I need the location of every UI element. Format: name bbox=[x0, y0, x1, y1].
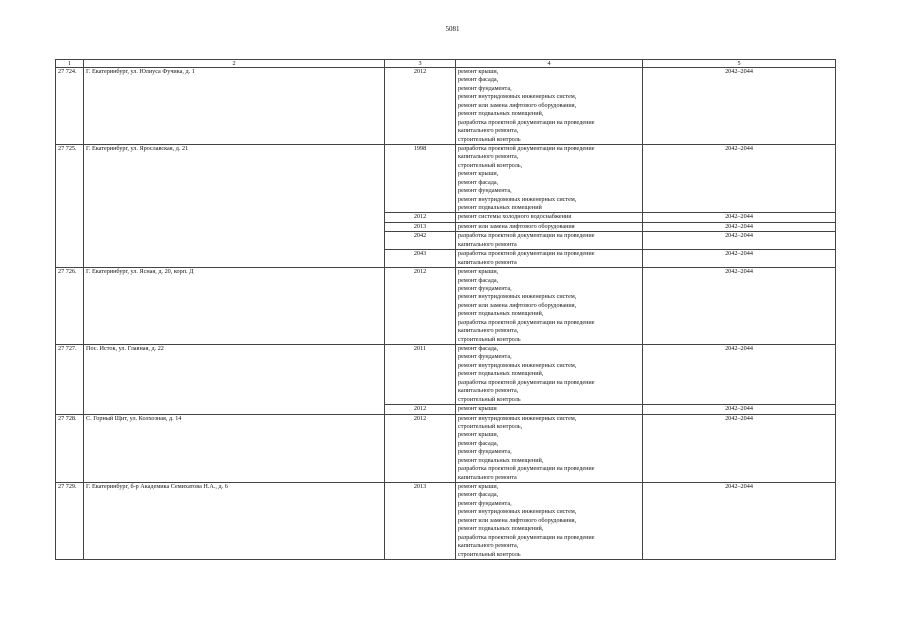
header-row bbox=[56, 60, 836, 68]
repair-schedule-table bbox=[55, 59, 836, 560]
table-row bbox=[56, 414, 836, 483]
period-cell: 2042–2044 bbox=[643, 68, 836, 145]
work-item: капитального ремонта, bbox=[458, 153, 519, 161]
year-cell: 2012 bbox=[385, 268, 456, 345]
works-cell bbox=[456, 222, 643, 231]
work-item: ремонт фундамента, bbox=[458, 187, 512, 195]
address-cell: Г. Екатеринбург, ул. Ясная, д. 20, корп. Д bbox=[84, 268, 385, 345]
work-item: ремонт внутридомовых инженерных систем, bbox=[458, 293, 577, 301]
record-number: 27 727. bbox=[56, 345, 84, 415]
period-cell: 2042–2044 bbox=[643, 222, 836, 231]
record-number: 27 724. bbox=[56, 68, 84, 145]
works-cell bbox=[456, 213, 643, 222]
year-cell: 2013 bbox=[385, 222, 456, 231]
table-row bbox=[56, 144, 836, 213]
work-item: ремонт фундамента, bbox=[458, 448, 512, 456]
works-cell bbox=[456, 68, 643, 145]
work-item: ремонт подвальных помещений, bbox=[458, 310, 544, 318]
work-item: строительный контроль, bbox=[458, 422, 523, 430]
work-item: ремонт фундамента, bbox=[458, 284, 512, 292]
work-item: разработка проектной документации на проведение bbox=[458, 250, 595, 258]
work-item: капитального ремонта bbox=[458, 258, 517, 266]
work-item: капитального ремонта bbox=[458, 473, 517, 481]
address-cell: Г. Екатеринбург, б-р Академика Семихатова Н.А., д. 6 bbox=[84, 483, 385, 560]
period-cell: 2042–2044 bbox=[643, 213, 836, 222]
work-item: капитального ремонта, bbox=[458, 127, 519, 135]
work-item: разработка проектной документации на проведение bbox=[458, 318, 595, 326]
work-item: ремонт фундамента, bbox=[458, 499, 512, 507]
work-item: строительный контроль, bbox=[458, 161, 523, 169]
record-number: 27 728. bbox=[56, 414, 84, 483]
year-cell: 2012 bbox=[385, 414, 456, 483]
work-item: капитального ремонта bbox=[458, 240, 517, 248]
record-number: 27 726. bbox=[56, 268, 84, 345]
work-item: ремонт или замена лифтового оборудования, bbox=[458, 301, 577, 309]
work-item: разработка проектной документации на проведение bbox=[458, 378, 595, 386]
work-item: ремонт подвальных помещений, bbox=[458, 110, 544, 118]
period-cell: 2042–2044 bbox=[643, 345, 836, 405]
work-item: ремонт системы холодного водоснабжения bbox=[458, 213, 572, 221]
works-cell bbox=[456, 250, 643, 268]
year-cell: 1998 bbox=[385, 144, 456, 213]
table-row bbox=[56, 68, 836, 145]
work-item: разработка проектной документации на проведение bbox=[458, 118, 595, 126]
period-cell: 2042–2044 bbox=[643, 405, 836, 414]
work-item: ремонт подвальных помещений, bbox=[458, 456, 544, 464]
header-cell: 1 bbox=[56, 60, 84, 68]
period-cell: 2042–2044 bbox=[643, 483, 836, 560]
period-cell: 2042–2044 bbox=[643, 250, 836, 268]
work-item: ремонт крыши, bbox=[458, 68, 499, 75]
works-cell bbox=[456, 345, 643, 405]
work-item: разработка проектной документации на проведение bbox=[458, 465, 595, 473]
period-cell: 2042–2044 bbox=[643, 268, 836, 345]
work-item: ремонт фасада, bbox=[458, 439, 499, 447]
works-cell bbox=[456, 268, 643, 345]
work-item: ремонт или замена лифтового оборудования, bbox=[458, 516, 577, 524]
header-cell: 4 bbox=[456, 60, 643, 68]
work-item: ремонт внутридомовых инженерных систем, bbox=[458, 195, 577, 203]
work-item: ремонт внутридомовых инженерных систем, bbox=[458, 414, 577, 422]
work-item: разработка проектной документации на проведение bbox=[458, 144, 595, 152]
work-item: капитального ремонта, bbox=[458, 327, 519, 335]
table-row bbox=[56, 268, 836, 345]
record-number: 27 729. bbox=[56, 483, 84, 560]
work-item: ремонт фундамента, bbox=[458, 353, 512, 361]
year-cell: 2012 bbox=[385, 405, 456, 414]
works-cell bbox=[456, 144, 643, 213]
work-item: строительный контроль bbox=[458, 135, 521, 143]
period-cell: 2042–2044 bbox=[643, 414, 836, 483]
work-item: ремонт фундамента, bbox=[458, 84, 512, 92]
work-item: ремонт фасада, bbox=[458, 178, 499, 186]
work-item: ремонт крыши, bbox=[458, 170, 499, 178]
work-item: ремонт фасада, bbox=[458, 345, 499, 353]
work-item: ремонт крыши, bbox=[458, 483, 499, 491]
works-cell bbox=[456, 405, 643, 414]
year-cell: 2013 bbox=[385, 483, 456, 560]
work-item: строительный контроль bbox=[458, 550, 521, 558]
year-cell: 2043 bbox=[385, 250, 456, 268]
work-item: строительный контроль bbox=[458, 395, 521, 403]
works-cell bbox=[456, 232, 643, 250]
address-cell: С. Горный Щит, ул. Колхозная, д. 14 bbox=[84, 414, 385, 483]
year-cell: 2012 bbox=[385, 213, 456, 222]
work-item: ремонт подвальных помещений bbox=[458, 204, 542, 211]
address-cell: Г. Екатеринбург, ул. Юлиуса Фучика, д. 1 bbox=[84, 68, 385, 145]
work-item: ремонт фасада, bbox=[458, 276, 499, 284]
work-item: ремонт крыши, bbox=[458, 268, 499, 276]
work-item: ремонт внутридомовых инженерных систем, bbox=[458, 93, 577, 101]
table-body bbox=[56, 68, 836, 560]
header-cell: 5 bbox=[643, 60, 836, 68]
work-item: ремонт подвальных помещений, bbox=[458, 370, 544, 378]
work-item: капитального ремонта, bbox=[458, 387, 519, 395]
year-cell: 2042 bbox=[385, 232, 456, 250]
page-number: 5081 bbox=[445, 25, 460, 33]
work-item: ремонт крыши, bbox=[458, 431, 499, 439]
address-cell: Г. Екатеринбург, ул. Ярославская, д. 21 bbox=[84, 144, 385, 267]
work-item: капитального ремонта, bbox=[458, 542, 519, 550]
works-cell bbox=[456, 483, 643, 560]
period-cell: 2042–2044 bbox=[643, 144, 836, 213]
work-item: ремонт или замена лифтового оборудования, bbox=[458, 101, 577, 109]
work-item: ремонт фасада, bbox=[458, 491, 499, 499]
table-row bbox=[56, 345, 836, 405]
work-item: ремонт внутридомовых инженерных систем, bbox=[458, 361, 577, 369]
period-cell: 2042–2044 bbox=[643, 232, 836, 250]
work-item: ремонт фасада, bbox=[458, 76, 499, 84]
work-item: строительный контроль bbox=[458, 335, 521, 343]
record-number: 27 725. bbox=[56, 144, 84, 267]
table-row bbox=[56, 483, 836, 560]
work-item: разработка проектной документации на проведение bbox=[458, 232, 595, 240]
header-cell: 3 bbox=[385, 60, 456, 68]
works-cell bbox=[456, 414, 643, 483]
year-cell: 2011 bbox=[385, 345, 456, 405]
address-cell: Пос. Исток, ул. Главная, д. 22 bbox=[84, 345, 385, 415]
work-item: разработка проектной документации на проведение bbox=[458, 533, 595, 541]
work-item: ремонт или замена лифтового оборудования bbox=[458, 222, 575, 230]
year-cell: 2012 bbox=[385, 68, 456, 145]
work-item: ремонт внутридомовых инженерных систем, bbox=[458, 508, 577, 516]
work-item: ремонт крыши bbox=[458, 405, 497, 413]
work-item: ремонт подвальных помещений, bbox=[458, 525, 544, 533]
header-cell: 2 bbox=[84, 60, 385, 68]
